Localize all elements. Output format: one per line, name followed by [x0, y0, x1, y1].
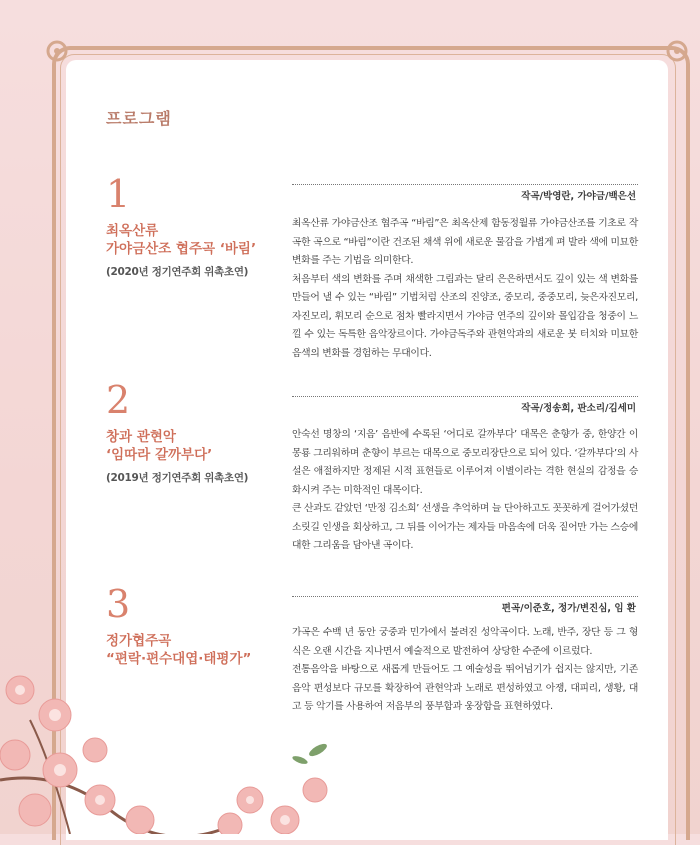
program-number: 2	[106, 378, 131, 422]
description-paragraph: 처음부터 색의 변화를 주며 채색한 그림과는 달리 은은하면서도 깊이 있는 색 변화를 만들어 낼 수 있는 “바림” 기법처럼 산조의 진양조, 중모리, 중중모리, 늦은자진모리, 자진모리, 휘모리 순으로 점차 빨라지면서 가야금 연주의 깊이와 몰입감을 청중이 느낄 수 있는 독특한 음악장르이다. 가야금독주와 관현악과의 새로운 붓 터치와 미묘한 음색의 변화를 경험하는 무대이다.	[292, 273, 638, 359]
program-title-line2: “편락·편수대엽·태평가”	[106, 651, 252, 667]
program-credit: 작곡/정송희, 판소리/김세미	[521, 403, 636, 414]
program-title-line2: 가야금산조 협주곡 ‘바림’	[106, 241, 257, 257]
page-heading: 프로그램	[106, 109, 172, 128]
program-description	[292, 426, 638, 556]
frame-corner-ornament-top-right	[662, 36, 692, 66]
description-paragraph: 최옥산류 가야금산조 협주곡 “바림”은 최옥산제 함동정월류 가야금산조를 기초로 작곡한 곡으로 “바림”이란 건조된 채색 위에 새로운 물감을 가볍게 펴 발라 색에 미묘한 변화를 주는 기법을 의미한다.	[292, 218, 638, 266]
program-title-line1: 창과 관현악	[106, 429, 176, 445]
program-subtitle: (2019년 정기연주회 위촉초연)	[106, 472, 249, 484]
program-title-line1: 최옥산류	[106, 223, 159, 239]
program-number: 1	[106, 172, 131, 216]
program-subtitle: (2020년 정기연주회 위촉초연)	[106, 266, 249, 278]
divider-dotted	[292, 596, 638, 597]
program-credit: 편곡/이준호, 정가/변진심, 임 환	[501, 603, 636, 614]
program-description	[292, 215, 638, 363]
divider-dotted	[292, 184, 638, 185]
divider-dotted	[292, 396, 638, 397]
program-title-line1: 정가협주곡	[106, 633, 172, 649]
program-title-line2: ‘임따라 갈까부다’	[106, 447, 213, 463]
frame-corner-ornament-top-left	[42, 36, 72, 66]
program-number: 3	[106, 582, 131, 626]
cherry-blossom-decoration	[0, 660, 360, 834]
description-paragraph: 큰 산과도 같았던 ‘만정 김소희’ 선생을 추억하며 늘 단아하고도 꼿꼿하게 걸어가셨던 소릿길 인생을 회상하고, 그 뒤를 이어가는 제자들 마음속에 더욱 짙어만 가는 스승에 대한 그리움을 담아낸 곡이다.	[292, 503, 638, 551]
description-paragraph: 전통음악을 바탕으로 새롭게 만들어도 그 예술성을 뛰어넘기가 쉽지는 않지만, 기존 음악 편성보다 규모를 확장하여 관현악과 노래로 편성하였고 아쟁, 대피리, 생황, 대고 등 악기를 사용하여 저음부의 풍부함과 웅장함을 표현하였다.	[292, 664, 638, 712]
program-credit: 작곡/박영란, 가야금/백은선	[521, 191, 636, 202]
description-paragraph: 가곡은 수백 년 동안 궁중과 민가에서 불려진 성악곡이다. 노래, 반주, 장단 등 그 형식은 오랜 시간을 지나면서 예술적으로 발전하여 상당한 수준에 이르렀다.	[292, 627, 638, 657]
description-paragraph: 안숙선 명창의 ‘지음’ 음반에 수록된 ‘어디로 갈까부다’ 대목은 춘향가 중, 한양간 이몽룡 그리워하며 춘향이 부르는 대목으로 중모리장단으로 되어 있다. ‘갈까부다’의 사설은 애절하지만 정제된 시적 표현들로 이루어져 이별이라는 격한 현실의 감정을 승화시켜 주는 미학적인 대목이다.	[292, 429, 638, 496]
